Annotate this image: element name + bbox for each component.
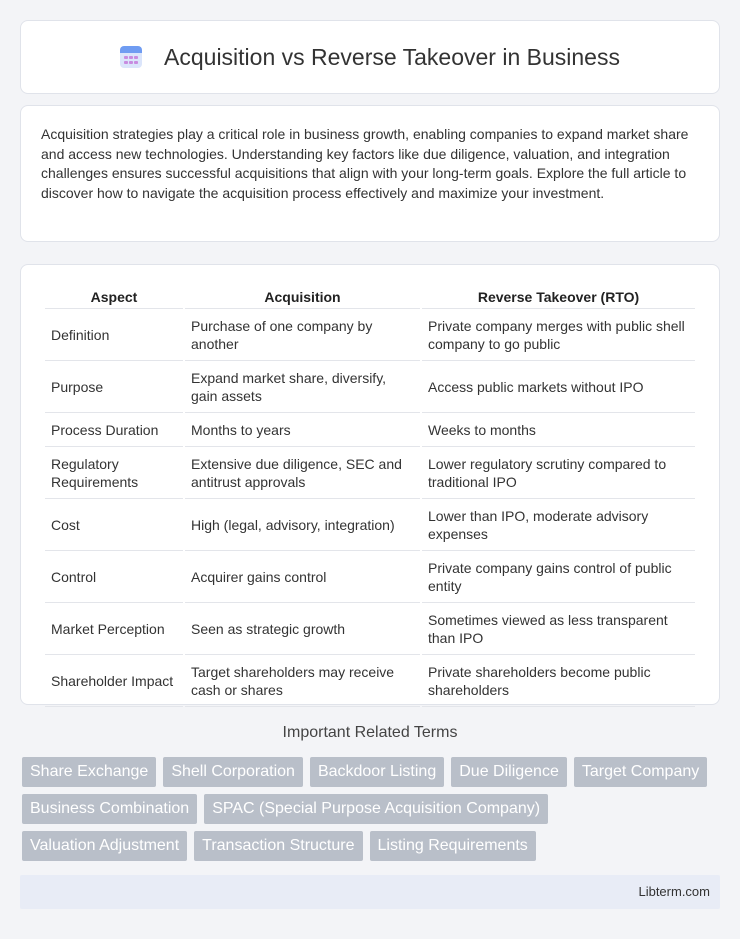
intro-text: Acquisition strategies play a critical role in business growth, enabling companies to expand market share and access new technologies. Understanding key factors like due diligence, valuation, and integration challenges ensures successful acquisitions that align with your long-term goals. Explore the full article to discover how to navigate the acquisition process effectively and maximize your investment. <box>41 126 689 201</box>
acquisition-cell: Seen as strategic growth <box>185 603 420 655</box>
column-header: Aspect <box>45 285 183 309</box>
footer-brand-link[interactable]: Libterm.com <box>638 884 710 899</box>
term-tag[interactable]: Business Combination <box>22 794 197 824</box>
related-terms-heading: Important Related Terms <box>282 724 458 741</box>
term-tag[interactable]: Backdoor Listing <box>310 757 444 787</box>
related-terms-list <box>22 757 722 868</box>
aspect-cell: Market Perception <box>45 603 183 655</box>
table-row <box>45 309 695 361</box>
term-tag[interactable]: Target Company <box>574 757 707 787</box>
acquisition-cell: Purchase of one company by another <box>185 309 420 361</box>
table-row <box>45 447 695 499</box>
aspect-cell: Process Duration <box>45 413 183 447</box>
acquisition-cell: Expand market share, diversify, gain assets <box>185 361 420 413</box>
acquisition-cell: Target shareholders may receive cash or shares <box>185 655 420 707</box>
term-tag[interactable]: Listing Requirements <box>370 831 536 861</box>
comparison-table <box>43 285 697 707</box>
rto-cell: Lower regulatory scrutiny compared to traditional IPO <box>422 447 695 499</box>
rto-cell: Weeks to months <box>422 413 695 447</box>
term-tag[interactable]: SPAC (Special Purpose Acquisition Company) <box>204 794 548 824</box>
table-row <box>45 361 695 413</box>
table-row <box>45 603 695 655</box>
rto-cell: Sometimes viewed as less transparent than IPO <box>422 603 695 655</box>
term-tag[interactable]: Valuation Adjustment <box>22 831 187 861</box>
page-title: Acquisition vs Reverse Takeover in Business <box>164 43 620 70</box>
aspect-cell: Purpose <box>45 361 183 413</box>
aspect-cell: Control <box>45 551 183 603</box>
aspect-cell: Regulatory Requirements <box>45 447 183 499</box>
aspect-cell: Shareholder Impact <box>45 655 183 707</box>
column-header: Reverse Takeover (RTO) <box>422 285 695 309</box>
table-row <box>45 499 695 551</box>
table-row <box>45 655 695 707</box>
rto-cell: Access public markets without IPO <box>422 361 695 413</box>
table-row <box>45 413 695 447</box>
rto-cell: Private company merges with public shell company to go public <box>422 309 695 361</box>
acquisition-cell: Acquirer gains control <box>185 551 420 603</box>
rto-cell: Private company gains control of public entity <box>422 551 695 603</box>
comparison-table-card <box>20 264 720 705</box>
table-header-row <box>45 285 695 309</box>
acquisition-cell: High (legal, advisory, integration) <box>185 499 420 551</box>
acquisition-cell: Extensive due diligence, SEC and antitrust approvals <box>185 447 420 499</box>
calendar-icon <box>120 46 142 68</box>
term-tag[interactable]: Transaction Structure <box>194 831 362 861</box>
aspect-cell: Definition <box>45 309 183 361</box>
column-header: Acquisition <box>185 285 420 309</box>
term-tag[interactable]: Due Diligence <box>451 757 567 787</box>
rto-cell: Lower than IPO, moderate advisory expenses <box>422 499 695 551</box>
term-tag[interactable]: Shell Corporation <box>163 757 303 787</box>
acquisition-cell: Months to years <box>185 413 420 447</box>
intro-card <box>20 105 720 242</box>
term-tag[interactable]: Share Exchange <box>22 757 156 787</box>
rto-cell: Private shareholders become public shareholders <box>422 655 695 707</box>
aspect-cell: Cost <box>45 499 183 551</box>
table-row <box>45 551 695 603</box>
footer <box>20 875 720 909</box>
title-card <box>20 20 720 94</box>
